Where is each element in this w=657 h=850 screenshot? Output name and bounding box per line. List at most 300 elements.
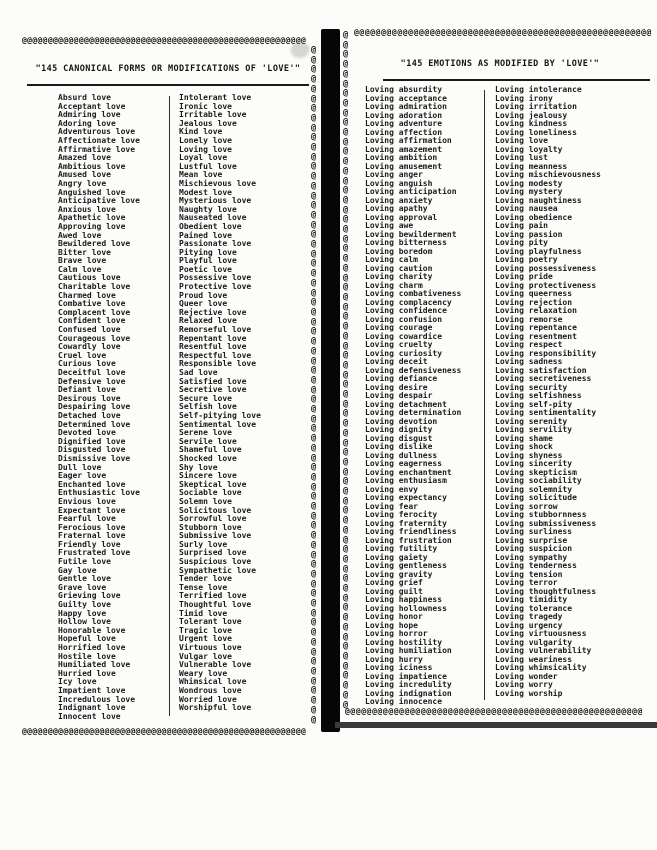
list-item: Loving indignation [365, 688, 452, 698]
list-item: Cowardly love [58, 342, 121, 352]
list-item: Loving security [495, 382, 568, 392]
list-item: Poetic love [179, 264, 232, 274]
list-item: Loving ferocity [365, 510, 438, 519]
list-item: Loving affection [365, 127, 443, 137]
list-item: Indignant love [58, 703, 126, 713]
list-item: Happy love [58, 608, 107, 618]
list-item: Loving resentment [495, 331, 577, 341]
list-item: Icy love [58, 677, 97, 687]
list-item: Virtuous love [179, 643, 242, 652]
right-page-edge-border: @@@@@@@@@@@@@@@@@@@@@@@@@@@@@@@@@@@@@@@@@@@@@@@@@@@@@@@@@@@@@@@@@@@@@@ [343, 31, 349, 710]
list-item: Pitying love [179, 247, 237, 257]
list-item: Loving secretiveness [495, 374, 592, 383]
list-item: Loving satisfaction [495, 365, 587, 375]
list-item: Loving surprise [495, 535, 568, 545]
list-item: Loving amazement [365, 144, 443, 154]
list-item: Charmed love [58, 290, 116, 300]
list-item: Hopeful love [58, 634, 116, 644]
list-item: Loving friendliness [365, 527, 457, 536]
list-item: Loving amusement [365, 161, 443, 171]
list-item: Loving iciness [365, 663, 433, 672]
list-item: Loving sadness [495, 357, 563, 366]
list-item: Anxious love [58, 204, 116, 214]
list-item: Gentle love [58, 574, 111, 584]
list-item: Tragic love [179, 625, 232, 635]
list-item: Loving worship [495, 688, 563, 698]
list-item: Loving poetry [495, 255, 558, 264]
list-item: Loving responsibility [495, 348, 597, 358]
list-item: Loving love [179, 144, 232, 154]
list-item: Serene love [179, 428, 232, 438]
list-item: Courageous love [58, 333, 131, 343]
book-spine-shadow [321, 29, 340, 732]
list-item: Loving ambition [365, 153, 438, 162]
list-item: Loving enchantment [365, 467, 452, 477]
list-item: Loving gravity [365, 569, 433, 579]
list-item: Adoring love [58, 118, 116, 128]
list-item: Sentimental love [179, 419, 257, 429]
list-item: Loving confidence [365, 306, 447, 315]
list-item: Loving kindness [495, 119, 568, 128]
list-item: Shy love [179, 462, 218, 472]
list-item: Submissive love [179, 531, 252, 541]
left-column-divider [169, 96, 170, 716]
list-item: Secure love [179, 393, 232, 403]
list-item: Queer love [179, 299, 228, 309]
list-item: Loving timidity [495, 595, 568, 604]
list-item: Acceptant love [58, 101, 126, 111]
list-item: Loving desire [365, 382, 428, 392]
left-page-edge-border: @@@@@@@@@@@@@@@@@@@@@@@@@@@@@@@@@@@@@@@@@@@@@@@@@@@@@@@@@@@@@@@@@@@@@@ [311, 46, 317, 725]
list-item: Stubborn love [179, 522, 242, 532]
list-item: Adventurous love [58, 127, 136, 137]
list-item: Loving anguish [365, 178, 433, 188]
list-item: Loving rejection [495, 297, 573, 307]
list-item: Loving boredom [365, 246, 433, 256]
list-item: Loving lust [495, 153, 548, 162]
list-item: Calm love [58, 264, 102, 274]
list-item: Loving thoughtfulness [495, 586, 597, 596]
list-item: Anguished love [58, 187, 126, 197]
list-item: Loving passion [495, 229, 563, 239]
list-item: Loving mischievousness [495, 170, 601, 179]
list-item: Affirmative love [58, 144, 136, 154]
list-item: Apathetic love [58, 213, 126, 223]
list-item: Worshipful love [179, 703, 252, 713]
list-item: Awed love [58, 230, 102, 240]
list-item: Loving relaxation [495, 306, 577, 315]
list-item: Remorseful love [179, 325, 252, 335]
list-item: Loving submissiveness [495, 518, 597, 528]
list-item: Loving approval [365, 212, 438, 222]
list-item: Loving jealousy [495, 110, 568, 120]
list-item: Loving devotion [365, 416, 438, 426]
list-item: Loving hurry [365, 654, 423, 664]
right-page-title: "145 EMOTIONS AS MODIFIED BY 'LOVE'" [400, 59, 600, 69]
list-item: Loving whimsicality [495, 663, 587, 672]
list-item: Loving solicitude [495, 493, 577, 502]
list-item: Loving modesty [495, 178, 563, 188]
list-item: Obedient love [179, 221, 242, 231]
list-item: Incredulous love [58, 694, 136, 704]
list-item: Loving defensiveness [365, 365, 462, 375]
list-item: Loving serenity [495, 416, 568, 426]
list-item: Loving wonder [495, 671, 558, 681]
list-item: Timid love [179, 608, 228, 618]
list-item: Irritable love [179, 110, 247, 120]
list-item: Terrified love [179, 591, 247, 601]
list-item: Enchanted love [58, 479, 126, 489]
list-item: Fearful love [58, 514, 116, 524]
list-item: Absurd love [58, 93, 111, 102]
list-item: Dull love [58, 462, 102, 472]
list-item: Enthusiastic love [58, 488, 140, 498]
list-item: Loving pride [495, 272, 553, 281]
list-item: Loving anxiety [365, 195, 433, 205]
list-item: Loving anticipation [365, 187, 457, 196]
list-item: Tolerant love [179, 617, 242, 627]
list-item: Loving shock [495, 442, 553, 451]
emotions-column-2 [495, 86, 601, 698]
list-item: Humiliated love [58, 660, 131, 670]
list-item: Selfish love [179, 402, 237, 412]
list-item: Tense love [179, 582, 228, 592]
list-item: Secretive love [179, 385, 247, 395]
list-item: Loving possessiveness [495, 263, 597, 273]
list-item: Sorrowful love [179, 514, 247, 524]
list-item: Suspicious love [179, 557, 252, 567]
list-item: Mysterious love [179, 196, 252, 206]
list-item: Loving dislike [365, 442, 433, 451]
list-item: Loving horror [365, 629, 428, 638]
list-item: Loving surliness [495, 527, 573, 536]
list-item: Loving innocence [365, 697, 443, 706]
left-page-bottom-border: @@@@@@@@@@@@@@@@@@@@@@@@@@@@@@@@@@@@@@@@@@@@@@@@@@@@@@@ [22, 728, 307, 736]
list-item: Loving detachment [365, 399, 447, 409]
list-item: Loving fraternity [365, 518, 447, 528]
list-item: Passionate love [179, 239, 252, 249]
list-item: Loving futility [365, 544, 438, 553]
list-item: Surly love [179, 539, 228, 549]
list-item: Loving queerness [495, 289, 573, 298]
list-item: Loving expectancy [365, 493, 447, 502]
list-item: Loving humiliation [365, 646, 452, 655]
list-item: Loving awe [365, 221, 414, 230]
list-item: Pained love [179, 230, 232, 240]
list-item: Weary love [179, 668, 228, 678]
list-item: Whimsical love [179, 677, 247, 687]
list-item: Fraternal love [58, 531, 126, 541]
list-item: Loving absurdity [365, 85, 443, 94]
list-item: Determined love [58, 419, 131, 429]
list-item: Loving sympathy [495, 552, 568, 562]
list-item: Ferocious love [58, 522, 126, 532]
list-item: Urgent love [179, 634, 232, 644]
list-item: Thoughtful love [179, 600, 252, 610]
list-item: Loving cowardice [365, 331, 443, 341]
list-item: Horrified love [58, 643, 126, 652]
list-item: Responsible love [179, 359, 257, 369]
list-item: Detached love [58, 410, 121, 420]
list-item: Loving servility [495, 425, 573, 434]
list-item: Loving selfishness [495, 391, 582, 400]
list-item: Loving playfulness [495, 246, 582, 256]
list-item: Loving enthusiasm [365, 476, 447, 485]
list-item: Loving pain [495, 221, 548, 230]
list-item: Servile love [179, 436, 237, 446]
list-item: Loving skepticism [495, 467, 577, 477]
list-item: Loving apathy [365, 204, 428, 213]
list-item: Shameful love [179, 445, 242, 455]
list-item: Despairing love [58, 402, 131, 412]
list-item: Loving irony [495, 93, 553, 103]
list-item: Loving naughtiness [495, 195, 582, 205]
list-item: Loving envy [365, 484, 418, 494]
list-item: Confused love [58, 325, 121, 335]
list-item: Ironic love [179, 101, 232, 111]
list-item: Loving repentance [495, 323, 577, 332]
list-item: Loving confusion [365, 314, 443, 324]
list-item: Mischievous love [179, 178, 257, 188]
emotions-column-1 [365, 86, 461, 707]
list-item: Admiring love [58, 110, 121, 120]
list-item: Loving bitterness [365, 238, 447, 247]
list-item: Bewildered love [58, 239, 131, 249]
list-item: Rejective love [179, 307, 247, 317]
list-item: Loving hostility [365, 637, 443, 647]
list-item: Grieving love [58, 591, 121, 601]
list-item: Loving gaiety [365, 552, 428, 562]
list-item: Solemn love [179, 496, 232, 506]
list-item: Loving worry [495, 680, 553, 689]
right-title-underline [383, 79, 650, 81]
list-item: Loving grief [365, 578, 423, 587]
list-item: Expectant love [58, 505, 126, 515]
right-page-bottom-border: @@@@@@@@@@@@@@@@@@@@@@@@@@@@@@@@@@@@@@@@@@@@@@@@@@@@@@@ [345, 708, 643, 716]
list-item: Jealous love [179, 118, 237, 128]
list-item: Resentful love [179, 342, 247, 352]
list-item: Loving deceit [365, 357, 428, 366]
list-item: Defiant love [58, 385, 116, 395]
list-item: Cruel love [58, 350, 107, 360]
right-column-divider [484, 90, 485, 700]
list-item: Loving curiosity [365, 348, 443, 358]
list-item: Loving admiration [365, 102, 447, 111]
list-item: Loving tenderness [495, 561, 577, 570]
list-item: Loving hollowness [365, 603, 447, 613]
list-item: Naughty love [179, 204, 237, 214]
list-item: Loving love [495, 136, 548, 145]
list-item: Kind love [179, 127, 223, 137]
list-item: Curious love [58, 359, 116, 369]
list-item: Innocent love [58, 711, 121, 721]
left-title-underline [27, 84, 309, 86]
list-item: Amused love [58, 170, 111, 180]
list-item: Loving virtuousness [495, 629, 587, 638]
list-item: Dignified love [58, 436, 126, 446]
list-item: Defensive love [58, 376, 126, 386]
list-item: Angry love [58, 178, 107, 188]
list-item: Loving urgency [495, 620, 563, 630]
list-item: Loving pity [495, 238, 548, 247]
list-item: Ambitious love [58, 161, 126, 171]
list-item: Loving happiness [365, 595, 443, 604]
list-item: Loving combativeness [365, 289, 462, 298]
list-item: Loving vulgarity [495, 637, 573, 647]
list-item: Deceitful love [58, 368, 126, 377]
list-item: Impatient love [58, 685, 126, 695]
canonical-forms-column-2 [179, 94, 261, 713]
list-item: Protective love [179, 282, 252, 292]
list-item: Sympathetic love [179, 565, 257, 575]
list-item: Approving love [58, 221, 126, 231]
list-item: Disgusted love [58, 445, 126, 455]
list-item: Loving tension [495, 569, 563, 579]
list-item: Loving sorrow [495, 501, 558, 511]
list-item: Loving cruelty [365, 340, 433, 349]
list-item: Possessive love [179, 273, 252, 283]
list-item: Charitable love [58, 282, 131, 292]
list-item: Bitter love [58, 247, 111, 257]
list-item: Lonely love [179, 135, 232, 145]
list-item: Combative love [58, 299, 126, 309]
list-item: Loving respect [495, 340, 563, 349]
list-item: Complacent love [58, 307, 131, 317]
list-item: Intolerant love [179, 93, 252, 102]
list-item: Loving meanness [495, 161, 568, 171]
list-item: Honorable love [58, 625, 126, 635]
list-item: Loving suspicion [495, 544, 573, 553]
list-item: Loving courage [365, 323, 433, 332]
list-item: Loving nausea [495, 204, 558, 213]
list-item: Loving dullness [365, 450, 438, 460]
list-item: Loving solemnity [495, 484, 573, 494]
list-item: Loving intolerance [495, 85, 582, 94]
list-item: Grave love [58, 582, 107, 592]
list-item: Anticipative love [58, 196, 140, 206]
list-item: Brave love [58, 256, 107, 266]
list-item: Gay love [58, 565, 97, 575]
list-item: Loving fear [365, 501, 418, 511]
list-item: Surprised love [179, 548, 247, 558]
list-item: Loving shame [495, 433, 553, 443]
list-item: Mean love [179, 170, 223, 180]
list-item: Loyal love [179, 153, 228, 163]
left-page-top-border: @@@@@@@@@@@@@@@@@@@@@@@@@@@@@@@@@@@@@@@@@@@@@@@@@@@@@@@ [22, 37, 307, 45]
list-item: Loving self-pity [495, 399, 573, 409]
list-item: Affectionate love [58, 135, 140, 145]
list-item: Loving calm [365, 255, 418, 264]
list-item: Loving loyalty [495, 144, 563, 154]
list-item: Loving loneliness [495, 127, 577, 137]
list-item: Wondrous love [179, 685, 242, 695]
list-item: Nauseated love [179, 213, 247, 223]
list-item: Confident love [58, 316, 126, 326]
list-item: Loving charm [365, 280, 423, 290]
list-item: Loving mystery [495, 187, 563, 196]
list-item: Eager love [58, 471, 107, 481]
list-item: Loving vulnerability [495, 646, 592, 655]
list-item: Loving despair [365, 391, 433, 400]
list-item: Loving terror [495, 578, 558, 587]
list-item: Loving acceptance [365, 93, 447, 103]
list-item: Vulgar love [179, 651, 232, 661]
list-item: Lustful love [179, 161, 237, 171]
list-item: Loving adoration [365, 110, 443, 120]
list-item: Friendly love [58, 539, 121, 549]
list-item: Loving incredulity [365, 680, 452, 689]
list-item: Loving caution [365, 263, 433, 273]
list-item: Skeptical love [179, 479, 247, 489]
list-item: Solicitous love [179, 505, 252, 515]
list-item: Repentant love [179, 333, 247, 343]
list-item: Loving remorse [495, 314, 563, 324]
list-item: Tender love [179, 574, 232, 584]
list-item: Worried love [179, 694, 237, 704]
right-page-top-border: @@@@@@@@@@@@@@@@@@@@@@@@@@@@@@@@@@@@@@@@@@@@@@@@@@@@@@@ [354, 29, 652, 37]
list-item: Loving guilt [365, 586, 423, 596]
list-item: Relaxed love [179, 316, 237, 326]
list-item: Loving frustration [365, 535, 452, 545]
list-item: Vulnerable love [179, 660, 252, 670]
list-item: Loving protectiveness [495, 280, 597, 290]
list-item: Hollow love [58, 617, 111, 627]
list-item: Frustrated love [58, 548, 131, 558]
list-item: Sincere love [179, 471, 237, 481]
list-item: Loving weariness [495, 654, 573, 664]
list-item: Loving dignity [365, 425, 433, 434]
list-item: Envious love [58, 496, 116, 506]
list-item: Sad love [179, 368, 218, 377]
list-item: Loving adventure [365, 119, 443, 128]
list-item: Loving tragedy [495, 612, 563, 621]
list-item: Proud love [179, 290, 228, 300]
list-item: Desirous love [58, 393, 121, 403]
list-item: Loving shyness [495, 450, 563, 460]
canonical-forms-column-1 [58, 94, 140, 721]
list-item: Loving sentimentality [495, 408, 597, 417]
list-item: Loving eagerness [365, 459, 443, 468]
list-item: Hostile love [58, 651, 116, 661]
list-item: Shocked love [179, 453, 237, 463]
list-item: Loving affirmation [365, 136, 452, 145]
list-item: Loving tolerance [495, 603, 573, 613]
list-item: Loving sociability [495, 476, 582, 485]
list-item: Loving complacency [365, 297, 452, 307]
list-item: Loving disgust [365, 433, 433, 443]
list-item: Loving sincerity [495, 459, 573, 468]
list-item: Hurried love [58, 668, 116, 678]
list-item: Futile love [58, 557, 111, 567]
list-item: Loving obedience [495, 212, 573, 222]
list-item: Modest love [179, 187, 232, 197]
list-item: Loving honor [365, 612, 423, 621]
list-item: Loving charity [365, 272, 433, 281]
list-item: Loving anger [365, 170, 423, 179]
list-item: Loving gentleness [365, 561, 447, 570]
list-item: Devoted love [58, 428, 116, 438]
list-item: Loving bewilderment [365, 229, 457, 239]
list-item: Dismissive love [58, 453, 131, 463]
list-item: Playful love [179, 256, 237, 266]
list-item: Self-pitying love [179, 410, 261, 420]
list-item: Loving determination [365, 408, 462, 417]
right-page-bottom-bar [335, 722, 657, 728]
list-item: Loving hope [365, 620, 418, 630]
list-item: Guilty love [58, 600, 111, 610]
list-item: Amazed love [58, 153, 111, 163]
list-item: Satisfied love [179, 376, 247, 386]
